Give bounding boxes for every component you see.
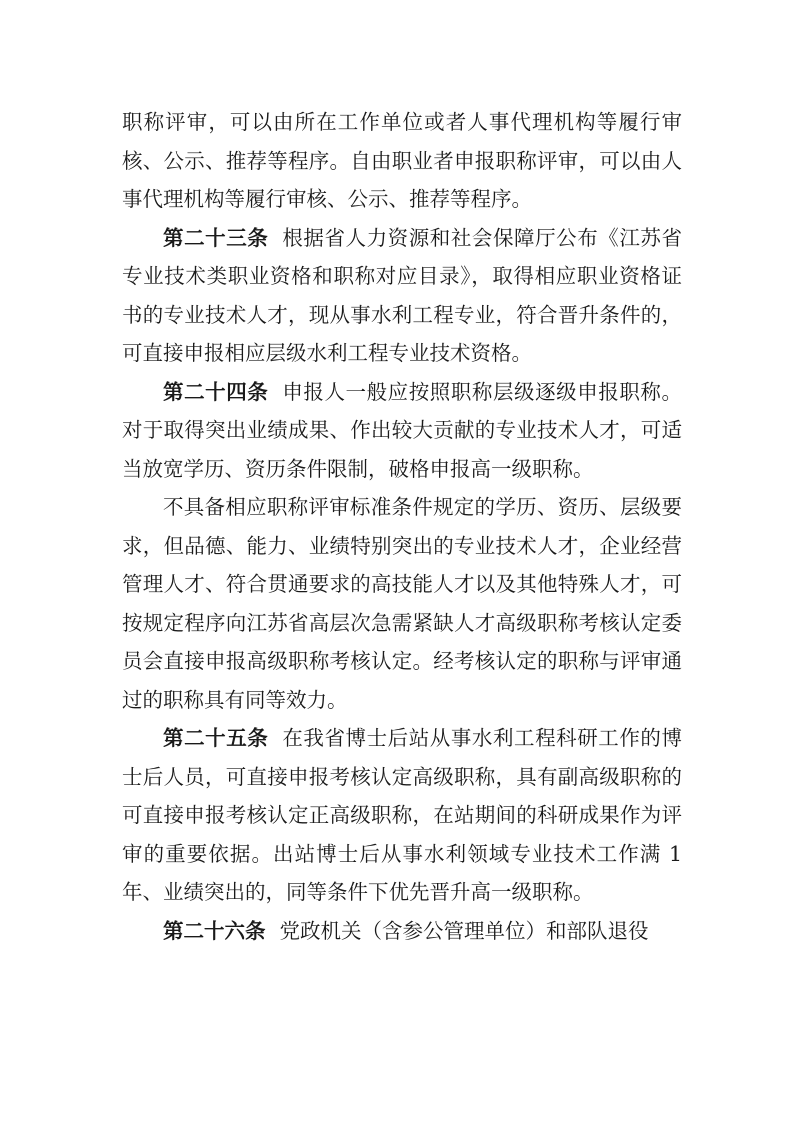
article-number: 第二十五条 <box>163 726 269 750</box>
article-26 <box>122 912 682 951</box>
paragraph-text: 不具备相应职称评审标准条件规定的学历、资历、层级要求，但品德、能力、业绩特别突出的专业技术人才，企业经营管理人才、符合贯通要求的高技能人才以及其他特殊人才，可按规定程序向江苏省高层次急需紧缺人才高级职称考核认定委员会直接申报高级职称考核认定。经考核认定的职称与评审通过的职称具有同等效力。 <box>122 495 682 712</box>
article-24-paragraph-2 <box>122 488 682 719</box>
article-text: 党政机关（含参公管理单位）和部队退役 <box>279 918 649 943</box>
article-number: 第二十四条 <box>163 379 269 404</box>
article-text: 在我省博士后站从事水利工程科研工作的博士后人员，可直接申报考核认定高级职称，具有副高级职称的可直接申报考核认定正高级职称，在站期间的科研成果作为评审的重要依据。出站博士后从事水利领域专业技术工作满 1 年、业绩突出的，同等条件下优先晋升高一级职称。 <box>122 726 683 904</box>
paragraph-continuation <box>122 103 682 219</box>
article-text: 根据省人力资源和社会保障厅公布《江苏省专业技术类职业资格和职称对应目录》，取得相应职业资格证书的专业技术人才，现从事水利工程专业，符合晋升条件的，可直接申报相应层级水利工程专业技术资格。 <box>122 225 683 365</box>
article-number: 第二十三条 <box>163 225 269 250</box>
article-24 <box>122 373 682 489</box>
article-text: 申报人一般应按照职称层级逐级申报职称。对于取得突出业绩成果、作出较大贡献的专业技术人才，可适当放宽学历、资历条件限制，破格申报高一级职称。 <box>122 379 683 481</box>
article-25 <box>122 719 682 912</box>
article-23 <box>122 219 682 373</box>
document-body <box>122 103 682 950</box>
article-number: 第二十六条 <box>163 918 266 943</box>
paragraph-text: 职称评审，可以由所在工作单位或者人事代理机构等履行审核、公示、推荐等程序。自由职业者申报职称评审，可以由人事代理机构等履行审核、公示、推荐等程序。 <box>122 110 682 211</box>
